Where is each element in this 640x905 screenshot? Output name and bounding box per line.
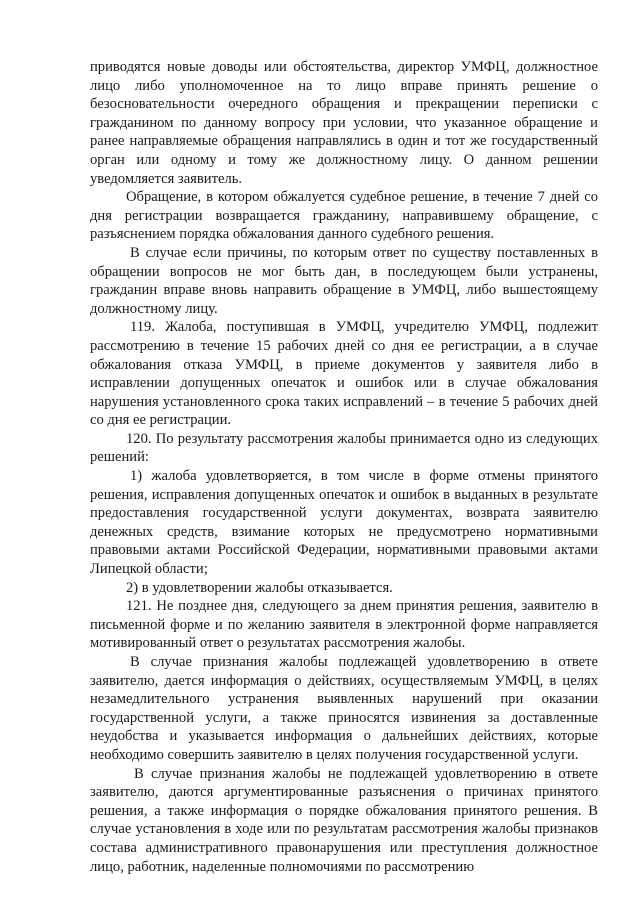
paragraph-clause-119: 119. Жалоба, поступившая в УМФЦ, учредителю УМФЦ, подлежит рассмотрению в течение 15 рабочих дней со дня ее регистрации, а в случае обжалования отказа УМФЦ, в приеме документов у заявителя либо в исправлении допущенных опечаток и ошибок или в случае обжалования нарушения установленного срока таких исправлений – в течение 5 рабочих дней со дня ее регистрации. [90, 319, 598, 429]
paragraph-decision-1: 1) жалоба удовлетворяется, в том числе в форме отмены принятого решения, исправления допущенных опечаток и ошибок в выданных в результате предоставления государственной услуги документах, возврата заявителю денежных средств, взимание которых не предусмотрено нормативными правовыми актами Российской Федерации, нормативными правовыми актами Липецкой области; [90, 468, 598, 578]
paragraph-not-satisfied: В случае признания жалобы не подлежащей удовлетворению в ответе заявителю, даются аргументированные разъяснения о причинах принятого решения, а также информация о порядке обжалования принятого решения. В случае установления в ходе или по результатам рассмотрения жалобы признаков состава административного правонарушения или преступления должностное лицо, работник, наделенные полномочиями по рассмотрению [90, 765, 598, 875]
paragraph-clause-121: 121. Не позднее дня, следующего за днем принятия решения, заявителю в письменной форме и по желанию заявителя в электронной форме направляется мотивированный ответ о результатах рассмотрения жалобы. [90, 598, 598, 652]
paragraph-resubmission: В случае если причины, по которым ответ по существу поставленных в обращении вопросов не мог быть дан, в последующем были устранены, гражданин вправе вновь направить обращение в УМФЦ, либо вышестоящему должностному лицу. [90, 244, 598, 317]
paragraph-decision-2: 2) в удовлетворении жалобы отказывается. [126, 579, 393, 596]
document-page [90, 58, 598, 876]
paragraph-satisfied: В случае признания жалобы подлежащей удовлетворению в ответе заявителю, дается информация о действиях, осуществляемым УМФЦ, в целях незамедлительного устранения выявленных нарушений при оказании государственной услуги, а также приносятся извинения за доставленные неудобства и указывается информация о дальнейших действиях, которые необходимо совершить заявителю в целях получения государственной услуги. [90, 654, 598, 763]
paragraph-court-decision: Обращение, в котором обжалуется судебное решение, в течение 7 дней со дня регистрации возвращается гражданину, направившему обращение, с разъяснением порядка обжалования данного судебного решения. [90, 189, 598, 243]
paragraph-continuation: приводятся новые доводы или обстоятельства, директор УМФЦ, должностное лицо либо уполномоченное на то лицо вправе принять решение о безосновательности очередного обращения и прекращении переписки с гражданином по данному вопросу при условии, что указанное обращение и ранее направляемые обращения направлялись в один и тот же государственный орган или одному и тому же должностному лицу. О данном решении уведомляется заявитель. [90, 59, 598, 187]
paragraph-clause-120: 120. По результату рассмотрения жалобы принимается одно из следующих решений: [90, 430, 598, 466]
